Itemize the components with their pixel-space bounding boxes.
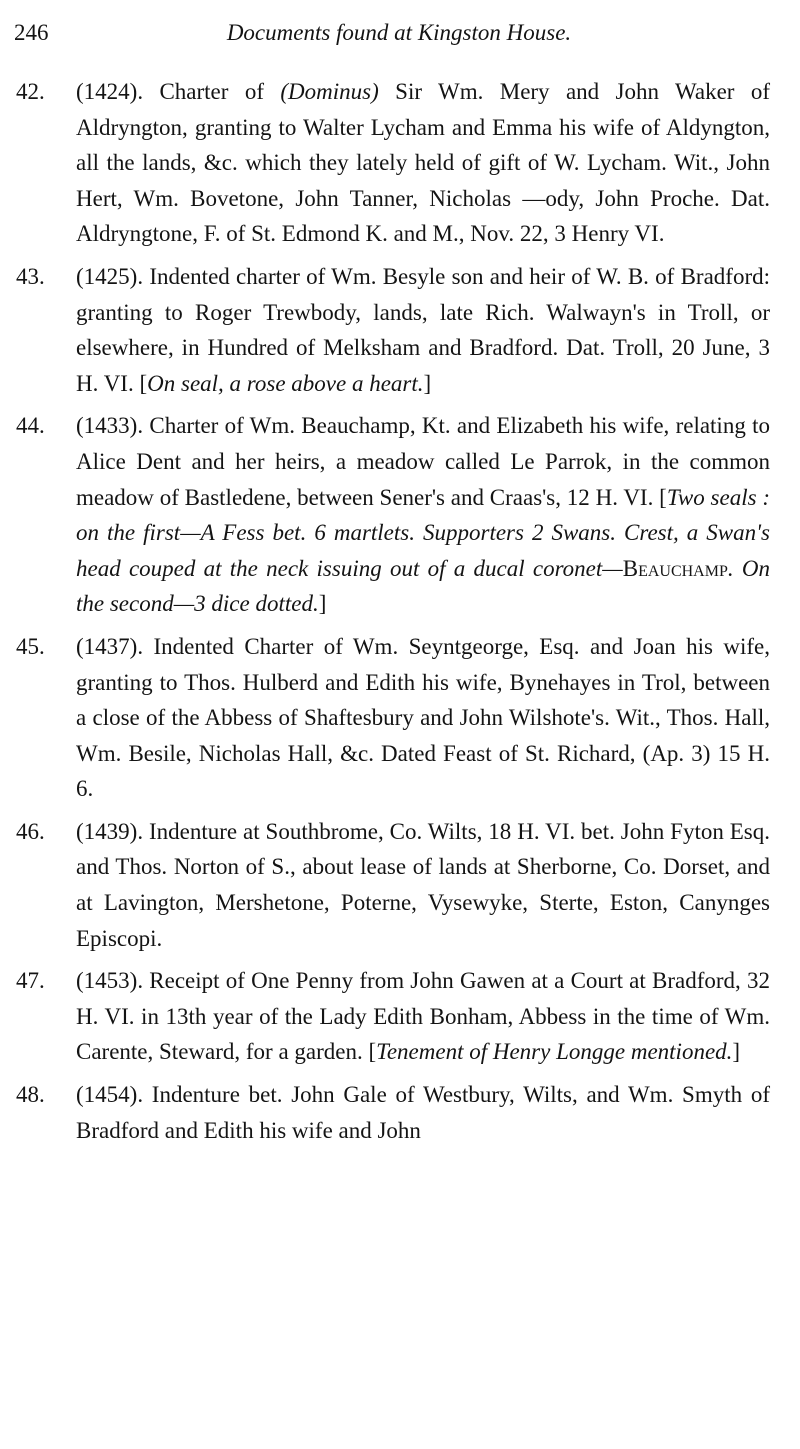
entry-text [76, 408, 770, 622]
entry-43 [16, 259, 770, 401]
entry-42 [16, 74, 770, 252]
entry-45 [16, 629, 770, 807]
note-bracket-close: ] [318, 591, 327, 617]
entry-text-part: (1453). Receipt of One Penny from John Gawen at a Court at Bradford, 32 H. VI. in 13th year of the Lady Edith Bonham, Abbess in the time of Wm. Carente, Steward, for a garden. [76, 968, 770, 1065]
running-title: Documents found at Kingston House. [226, 20, 572, 45]
note-bracket-open: [ [659, 484, 667, 510]
entry-text: (1437). Indented Charter of Wm. Seyntgeorge, Esq. and Joan his wife, granting to Thos. Hulberd and Edith his wife, Bynehayes in Trol, between a close of the Abbess of Shaftesbury and John Wilshote's. Wit., Thos. Hall, Wm. Besile, Nicholas Hall, &c. Dated Feast of St. Richard, (Ap. 3) 15 H. 6. [76, 633, 770, 802]
entry-number: 42. [16, 79, 45, 104]
entry-text-part: (1433). Charter of Wm. Beauchamp, Kt. and Elizabeth his wife, relating to Alice Dent and her heirs, a meadow called Le Parrok, in the common meadow of Bastledene, between Sener's and Craas's, 12 H. VI. [76, 413, 770, 510]
entry-number: 47. [16, 968, 45, 994]
entry-text [76, 259, 770, 401]
entry-text-part: Sir Wm. Mery and John Waker of Aldryngton, granting to Walter Lycham and Emma his wife of Aldyngton, all the lands, &c. which they lately held of gift of W. Lycham. Wit., John Hert, Wm. Bovetone, John Tanner, Nicholas —ody, John Proche. Dat. Aldryngtone, F. of St. Edmond K. and M., Nov. 22, 3 Henry VI. [76, 79, 770, 247]
entry-47 [16, 963, 770, 1070]
document-entries [16, 74, 770, 1155]
entry-44 [16, 408, 770, 622]
page-header [14, 18, 784, 52]
entry-text-part: (1424). Charter of [76, 79, 281, 104]
entry-text [76, 963, 770, 1070]
note-bracket-open: [ [139, 370, 148, 396]
note-bracket-close: ] [732, 1039, 741, 1065]
entry-48 [16, 1077, 770, 1148]
seal-note-part: Two seals : on the first—A Fess bet. 6 martlets. Supporters 2 Swans. Crest, a Swan's head couped at the neck issuing out of a ducal coronet— [76, 484, 770, 581]
entry-tenement-note: Tenement of Henry Longge mentioned. [376, 1039, 733, 1065]
entry-text-part: (1425). Indented charter of Wm. Besyle son and heir of W. B. of Bradford: granting to Roger Trewbody, lands, late Rich. Walwayn's in Troll, or elsewhere, in Hundred of Melksham and Bradford. Dat. Troll, 20 June, 3 H. VI. [76, 263, 770, 396]
entry-number: 48. [16, 1082, 45, 1108]
entry-text: (1454). Indenture bet. John Gale of Westbury, Wilts, and Wm. Smyth of Bradford and Edith his wife and John [76, 1082, 770, 1143]
entry-text [76, 74, 770, 252]
note-bracket-open: [ [368, 1039, 377, 1065]
entry-text: (1439). Indenture at Southbrome, Co. Wilts, 18 H. VI. bet. John Fyton Esq. and Thos. Norton of S., about lease of lands at Sherborne, Co. Dorset, and at Lavington, Mershetone, Poterne, Vysewyke, Sterte, Eston, Canynges Episcopi. [76, 818, 770, 951]
note-bracket-close: ] [423, 370, 432, 396]
entry-number: 46. [16, 818, 45, 844]
entry-number: 45. [16, 633, 45, 659]
page-number: 246 [14, 20, 49, 45]
seal-note-part: . On the second—3 dice dotted. [76, 555, 770, 617]
entry-italic-term: (Dominus) [280, 79, 379, 104]
seal-note-name: Beauchamp [622, 555, 728, 581]
entry-number: 43. [16, 263, 45, 289]
entry-seal-note: On seal, a rose above a heart. [147, 370, 424, 396]
entry-number: 44. [16, 413, 45, 439]
entry-46 [16, 814, 770, 956]
